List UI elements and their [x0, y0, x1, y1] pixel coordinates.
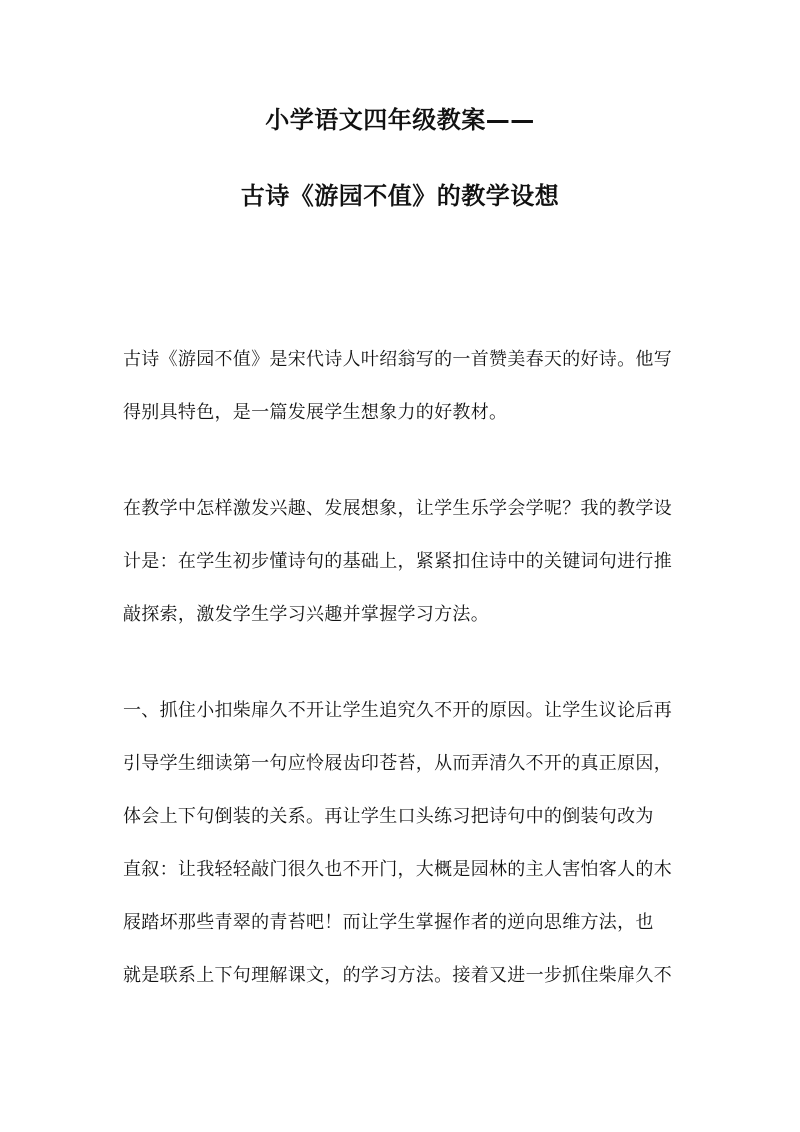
document-title-line2: 古诗《游园不值》的教学设想: [240, 182, 560, 210]
text-line: 直叙：让我轻轻敲门很久也不开门，大概是园林的主人害怕客人的木: [123, 859, 672, 880]
text-line: 在教学中怎样激发兴趣、发展想象，让学生乐学会学呢？我的教学设: [123, 498, 672, 519]
text-line: 一、抓住小扣柴扉久不开让学生追究久不开的原因。让学生议论后再: [123, 700, 672, 721]
paragraph-design: [123, 482, 683, 641]
text-line: 得别具特色，是一篇发展学生想象力的好教材。: [123, 402, 508, 423]
text-line: 体会上下句倒装的关系。再让学生口头练习把诗句中的倒装句改为: [123, 806, 654, 827]
paragraph-intro: [123, 333, 683, 439]
document-title-line1: 小学语文四年级教案——: [265, 106, 535, 134]
text-line: 计是：在学生初步懂诗句的基础上，紧紧扣住诗中的关键词句进行推: [123, 551, 672, 572]
paragraph-step-one: [123, 684, 683, 1002]
text-line: 敲探索，激发学生学习兴趣并掌握学习方法。: [123, 604, 489, 625]
text-line: 就是联系上下句理解课文，的学习方法。接着又进一步抓住柴扉久不: [123, 965, 672, 986]
text-line: 引导学生细读第一句应怜屐齿印苍苔，从而弄清久不开的真正原因，: [123, 753, 672, 774]
text-line: 屐踏坏那些青翠的青苔吧！而让学生掌握作者的逆向思维方法，也: [123, 912, 654, 933]
text-line: 古诗《游园不值》是宋代诗人叶绍翁写的一首赞美春天的好诗。他写: [123, 349, 672, 370]
